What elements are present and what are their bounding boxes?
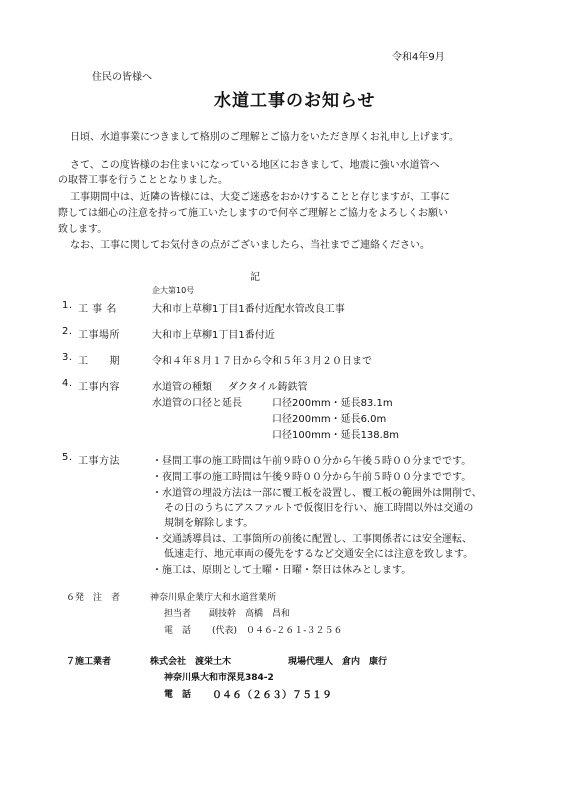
contractor-company: 株式会社 渡栄土木 (150, 657, 232, 667)
pipe-diameter-label: 水道管の口径と延長 (152, 398, 242, 409)
pipe-type-value: ダクタイル鋳鉄管 (228, 382, 308, 393)
ki-heading: 記 (250, 272, 260, 283)
intro-line-5: 際しては細心の注意を持って施工いたしますので何卒ご理解とご協力をよろしくお願い (58, 208, 448, 219)
pipe-diameter-2: 口径200mm・延長6.0m (272, 414, 387, 425)
orderer-label: ６発 注 者 (66, 593, 121, 603)
method-line-7: 低速走行、地元車両の優先をするなど交通安全には注意を致します。 (164, 549, 474, 560)
item-2-label: 工事場所 (78, 330, 120, 341)
method-line-2: ・夜間工事の施工時間は午後９時００分から午前５時００分までです。 (152, 472, 472, 483)
item-5-number: 5. (62, 452, 73, 463)
method-line-8: ・施工は、原則として土曜・日曜・祭日は休みとします。 (152, 565, 412, 576)
orderer-phone-label: 電 話 (164, 626, 192, 636)
recipient: 住民の皆様へ (92, 72, 152, 83)
contractor-phone: ０４６（２６３）７５１９ (212, 690, 332, 701)
project-number: 企大第10号 (152, 286, 195, 295)
intro-line-3: の取替工事を行うこととなりました。 (58, 175, 228, 186)
contractor-label: ７施工業者 (66, 657, 112, 667)
method-line-6: ・交通誘導員は、工事箇所の前後に配置し、工事関係者には安全運転、 (152, 534, 472, 545)
intro-line-2: さて、この度皆様のお住まいになっている地区におきまして、地震に強い水道管へ (70, 160, 440, 171)
item-1-number: 1. (62, 300, 73, 311)
item-1-value: 大和市上草柳1丁目1番付近配水管改良工事 (152, 304, 345, 315)
item-3-number: 3. (62, 352, 73, 363)
intro-line-6: 致します。 (58, 224, 108, 235)
item-4-number: 4. (62, 378, 73, 389)
contractor-phone-label: 電 話 (164, 690, 192, 700)
intro-line-1: 日頃、水道事業につきまして格別のご理解とご協力をいただき厚くお礼申し上げます。 (70, 132, 459, 143)
method-line-3: ・水道管の埋設方法は一部に覆工板を設置し、覆工板の範囲外は開削で、 (152, 488, 482, 499)
intro-line-7: なお、工事に関してお気付きの点がございましたら、当社までご連絡ください。 (70, 240, 430, 251)
orderer-person: 担当者 副技幹 高橋 昌和 (164, 609, 291, 619)
method-line-4: その日のうちにアスファルトで仮復旧を行い、施工時間以外は交通の (164, 503, 474, 514)
method-line-5: 規制を解除します。 (164, 518, 254, 529)
orderer-phone: (代表) ０４６-２６１-３２５６ (212, 626, 343, 636)
item-5-label: 工事方法 (78, 456, 120, 467)
item-4-label: 工事内容 (78, 382, 120, 393)
item-3-label: 工 期 (78, 356, 120, 367)
orderer-org: 神奈川県企業庁大和水道営業所 (150, 593, 277, 603)
method-line-1: ・昼間工事の施工時間は午前９時００分から午後５時００分までです。 (152, 456, 472, 467)
item-3-value: 令和４年８月１７日から令和５年３月２０日まで (152, 356, 372, 367)
pipe-diameter-1: 口径200mm・延長83.1m (272, 398, 393, 409)
page-title: 水道工事のお知らせ (214, 91, 376, 111)
pipe-diameter-3: 口径100mm・延長138.8m (272, 430, 399, 441)
item-2-value: 大和市上草柳1丁目1番付近 (152, 330, 275, 341)
item-1-label: 工 事 名 (78, 304, 117, 315)
intro-line-4: 工事期間中は、近隣の皆様には、大変ご迷惑をおかけすることと存じますが、工事に (70, 192, 450, 203)
contractor-address: 神奈川県大和市深見384-2 (164, 673, 274, 683)
notice-date: 令和4年9月 (392, 52, 445, 63)
pipe-type-label: 水道管の種類 (152, 382, 212, 393)
item-2-number: 2. (62, 326, 73, 337)
contractor-agent: 現場代理人 倉内 康行 (288, 657, 388, 667)
